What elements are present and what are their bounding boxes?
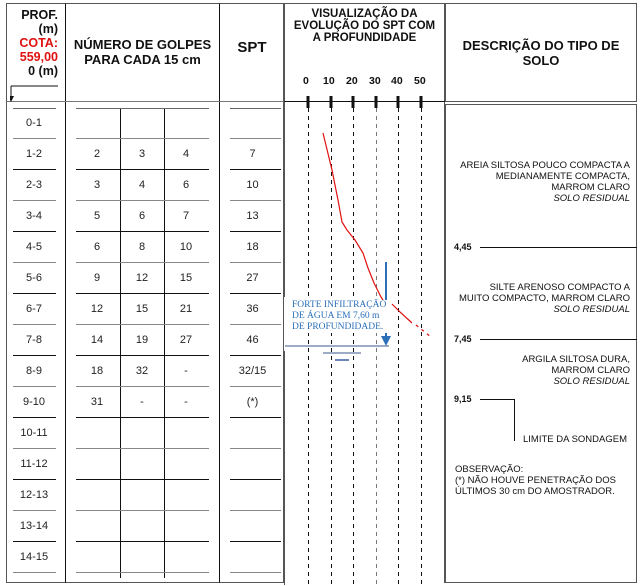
golpes-3-cell: 4 (182, 148, 190, 160)
water-annotation-line2: DE ÁGUA EM 7,60 m (292, 311, 380, 321)
depth-cell: 12-13 (19, 489, 49, 501)
golpes-1-cell: 3 (93, 179, 101, 191)
observation-line1: (*) NÃO HOUVE PENETRAÇÃO DOS (455, 475, 616, 486)
prof-zero: 0 (m) (28, 64, 58, 78)
row-separator (230, 200, 281, 201)
row-separator (76, 386, 209, 387)
golpes-1-cell: 12 (90, 303, 104, 315)
layer-1-line2: MEDIANAMENTE COMPACTA, (495, 171, 630, 182)
observation-title: OBSERVAÇÃO: (455, 464, 524, 475)
golpes-3-cell: 21 (179, 303, 193, 315)
prof-unit: (m) (38, 22, 58, 36)
row-separator (13, 200, 56, 201)
golpes-1-cell: 9 (93, 272, 101, 284)
depth-cell: 14-15 (19, 551, 49, 563)
row-separator (76, 541, 209, 542)
row-separator (13, 355, 56, 356)
layer-2-origin: SOLO RESIDUAL (553, 304, 630, 315)
tick-label-40: 40 (391, 75, 403, 87)
golpes-2-cell: 32 (135, 365, 149, 377)
row-separator (76, 479, 209, 480)
row-separator (13, 262, 56, 263)
golpes-3-cell: 6 (182, 179, 190, 191)
golpes-1-cell: 14 (90, 334, 104, 346)
tick-label-0: 0 (303, 75, 309, 87)
golpes-3-cell: 27 (179, 334, 193, 346)
golpes-2-cell: 3 (138, 148, 146, 160)
row-separator (230, 262, 281, 263)
prof-label: PROF. (21, 8, 58, 22)
tick-label-50: 50 (414, 75, 426, 87)
golpes-1-cell: 2 (93, 148, 101, 160)
row-separator (230, 479, 281, 480)
tick-label-10: 10 (323, 75, 335, 87)
description-header (446, 38, 636, 68)
row-separator (76, 262, 209, 263)
axis-tick-labels (0, 75, 640, 89)
tick-label-20: 20 (346, 75, 358, 87)
row-separator (76, 510, 209, 511)
golpes-2-cell: 12 (135, 272, 149, 284)
layer-1-boundary-line (480, 247, 637, 248)
spt-cell: 27 (246, 272, 259, 284)
golpes-2-cell: 15 (135, 303, 149, 315)
row-separator (13, 510, 56, 511)
golpes-header-line2: PARA CADA 15 cm (84, 52, 201, 67)
row-separator (230, 169, 281, 170)
row-separator (76, 108, 209, 109)
layer-1-line3: MARROM CLARO (551, 182, 630, 193)
layer-2-line1: SILTE ARENOSO COMPACTO A (489, 282, 630, 293)
tick-label-30: 30 (369, 75, 381, 87)
row-separator (230, 355, 281, 356)
layer-3-line1: ARGILA SILTOSA DURA, (522, 354, 630, 365)
golpes-2-cell: - (140, 396, 144, 408)
spt-cell: 32/15 (238, 365, 267, 377)
depth-cell: 3-4 (26, 210, 42, 222)
row-separator (76, 231, 209, 232)
golpes-2-cell: 6 (138, 210, 146, 222)
spt-cell: 13 (246, 210, 259, 222)
golpes-1-cell: 6 (93, 241, 101, 253)
row-separator (13, 231, 56, 232)
layer-2-boundary-line (480, 339, 637, 340)
golpes-1-cell: 18 (90, 365, 104, 377)
spt-cell: 36 (246, 303, 259, 315)
chart-header-line1: VISUALIZAÇÃO DA (311, 8, 418, 20)
depth-cell: 10-11 (20, 427, 48, 439)
depth-cell: 6-7 (26, 303, 42, 315)
row-separator (13, 108, 56, 109)
row-separator (230, 108, 281, 109)
depth-cell: 9-10 (22, 396, 46, 408)
depth-cell: 1-2 (26, 148, 42, 160)
layer-3-bottom-depth: 9,15 (454, 394, 472, 404)
layer-1-line1: AREIA SILTOSA POUCO COMPACTA A (460, 160, 630, 171)
layer-1-description (460, 160, 630, 204)
row-separator (13, 324, 56, 325)
golpes-1-cell: 31 (90, 396, 104, 408)
row-separator (230, 541, 281, 542)
golpes-3-cell: 15 (179, 272, 193, 284)
row-separator (230, 572, 281, 573)
observation-note (455, 464, 616, 497)
depth-cell: 2-3 (26, 179, 42, 191)
depth-cell: 7-8 (26, 334, 42, 346)
row-separator (13, 417, 56, 418)
depth-cell: 13-14 (19, 520, 49, 532)
spt-cell: 10 (246, 179, 259, 191)
golpes-3-cell: - (184, 365, 188, 377)
golpes-1-cell: 5 (93, 210, 101, 222)
gridlines (309, 108, 422, 586)
sounding-limit-line-h (480, 399, 515, 400)
row-separator (230, 324, 281, 325)
golpes-header (66, 37, 219, 67)
golpes-3-cell: 10 (179, 241, 193, 253)
depth-cell: 8-9 (26, 365, 42, 377)
chart-header-line2: EVOLUÇÃO DO SPT COM (293, 20, 436, 32)
golpes-header-line1: NÚMERO DE GOLPES (73, 37, 212, 52)
row-separator (13, 479, 56, 480)
row-separator (13, 169, 56, 170)
row-separator (230, 231, 281, 232)
spt-curve-dashed (416, 325, 431, 337)
depth-cell: 11-12 (20, 458, 48, 470)
layer-2-description (459, 282, 630, 315)
row-separator (230, 510, 281, 511)
golpes-2-cell: 4 (138, 179, 146, 191)
spt-cell: 46 (246, 334, 259, 346)
spt-header: SPT (237, 39, 267, 56)
observation-line2: ÚLTIMOS 30 cm DO AMOSTRADOR. (455, 486, 615, 497)
prof-header (6, 8, 58, 78)
golpes-3-cell: 7 (182, 210, 190, 222)
cota-value: 559,00 (19, 50, 58, 64)
row-separator (76, 169, 209, 170)
row-separator (76, 417, 209, 418)
row-separator (76, 200, 209, 201)
sounding-limit-line-v (514, 399, 515, 441)
row-separator (76, 138, 209, 139)
golpes-2-cell: 19 (135, 334, 149, 346)
depth-cell: 4-5 (26, 241, 42, 253)
depth-cell: 5-6 (26, 272, 42, 284)
row-separator (13, 448, 56, 449)
cota-label: COTA: (19, 36, 58, 50)
row-separator (13, 572, 56, 573)
water-annotation-line3: DE PROFUNDIDADE. (292, 322, 384, 332)
row-separator (13, 541, 56, 542)
row-separator (230, 138, 281, 139)
water-annotation-line1: FORTE INFILTRAÇÃO (292, 300, 387, 310)
row-separator (76, 572, 209, 573)
row-separator (76, 293, 209, 294)
axis-tick-marks (308, 96, 421, 108)
depth-cell: 0-1 (26, 117, 42, 129)
row-separator (13, 386, 56, 387)
layer-3-description (522, 354, 630, 387)
water-infiltration-annotation (290, 300, 388, 333)
water-level-icon (285, 346, 389, 360)
row-separator (76, 355, 209, 356)
golpes-3-cell: - (184, 396, 188, 408)
spt-cell: (*) (246, 396, 259, 408)
row-separator (230, 448, 281, 449)
spt-chart (285, 90, 444, 586)
chart-header (285, 8, 444, 44)
description-header-line2: SOLO (522, 53, 560, 68)
layer-1-bottom-depth: 4,45 (454, 242, 472, 252)
description-header-line1: DESCRIÇÃO DO TIPO DE (462, 38, 620, 53)
row-separator (76, 324, 209, 325)
layer-2-line2: MUITO COMPACTO, MARROM CLARO (458, 293, 630, 304)
golpes-2-cell: 8 (138, 241, 146, 253)
chart-column-top (284, 3, 445, 4)
layer-3-origin: SOLO RESIDUAL (553, 376, 630, 387)
row-separator (76, 448, 209, 449)
row-separator (230, 293, 281, 294)
row-separator (230, 386, 281, 387)
row-separator (13, 138, 56, 139)
layer-3-line2: MARROM CLARO (551, 365, 630, 376)
spt-cell: 18 (246, 241, 259, 253)
row-separator (13, 293, 56, 294)
row-separator (230, 417, 281, 418)
spt-cell: 7 (249, 148, 256, 160)
layer-1-origin: SOLO RESIDUAL (553, 193, 630, 204)
spt-curve-continuation (392, 304, 412, 323)
layer-2-bottom-depth: 7,45 (454, 334, 472, 344)
sounding-limit-label: LIMITE DA SONDAGEM (523, 434, 627, 445)
chart-header-line3: A PROFUNDIDADE (312, 32, 417, 44)
